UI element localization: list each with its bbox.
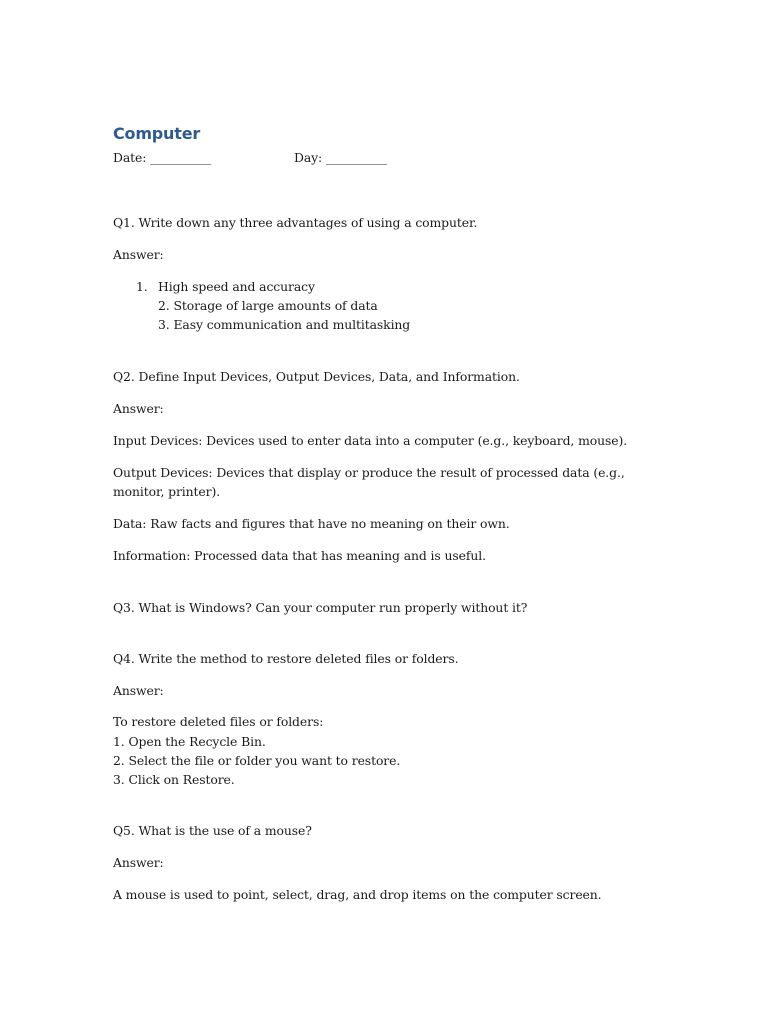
question-3: Q3. What is Windows? Can your computer run properly without it? [113,600,528,615]
restore-step: 2. Select the file or folder you want to restore. [113,753,401,768]
document-title: Computer [113,124,201,143]
question-4: Q4. Write the method to restore deleted files or folders. [113,651,459,666]
question-1: Q1. Write down any three advantages of using a computer. [113,215,478,230]
list-item: 3. Easy communication and multitasking [158,317,411,332]
list-item: 2. Storage of large amounts of data [158,298,378,313]
question-5: Q5. What is the use of a mouse? [113,823,312,838]
restore-step: 1. Open the Recycle Bin. [113,734,266,749]
answer-label-4: Answer: [113,683,164,698]
day-field: Day: __________ [294,150,387,165]
definition-data: Data: Raw facts and figures that have no meaning on their own. [113,516,510,531]
question-2: Q2. Define Input Devices, Output Devices, Data, and Information. [113,369,520,384]
list-item: High speed and accuracy [158,279,315,294]
list-item-number: 1. [136,279,148,294]
definition-input-devices: Input Devices: Devices used to enter data into a computer (e.g., keyboard, mouse). [113,433,628,448]
mouse-answer: A mouse is used to point, select, drag, and drop items on the computer screen. [113,887,602,902]
answer-label-5: Answer: [113,855,164,870]
answer-label-1: Answer: [113,247,164,262]
date-field: Date: __________ [113,150,212,165]
definition-information: Information: Processed data that has meaning and is useful. [113,548,486,563]
definition-output-devices: Output Devices: Devices that display or produce the result of processed data (e.g., monitor, printer). [113,465,625,499]
answer-label-2: Answer: [113,401,164,416]
restore-intro: To restore deleted files or folders: [113,714,324,729]
restore-step: 3. Click on Restore. [113,772,235,787]
